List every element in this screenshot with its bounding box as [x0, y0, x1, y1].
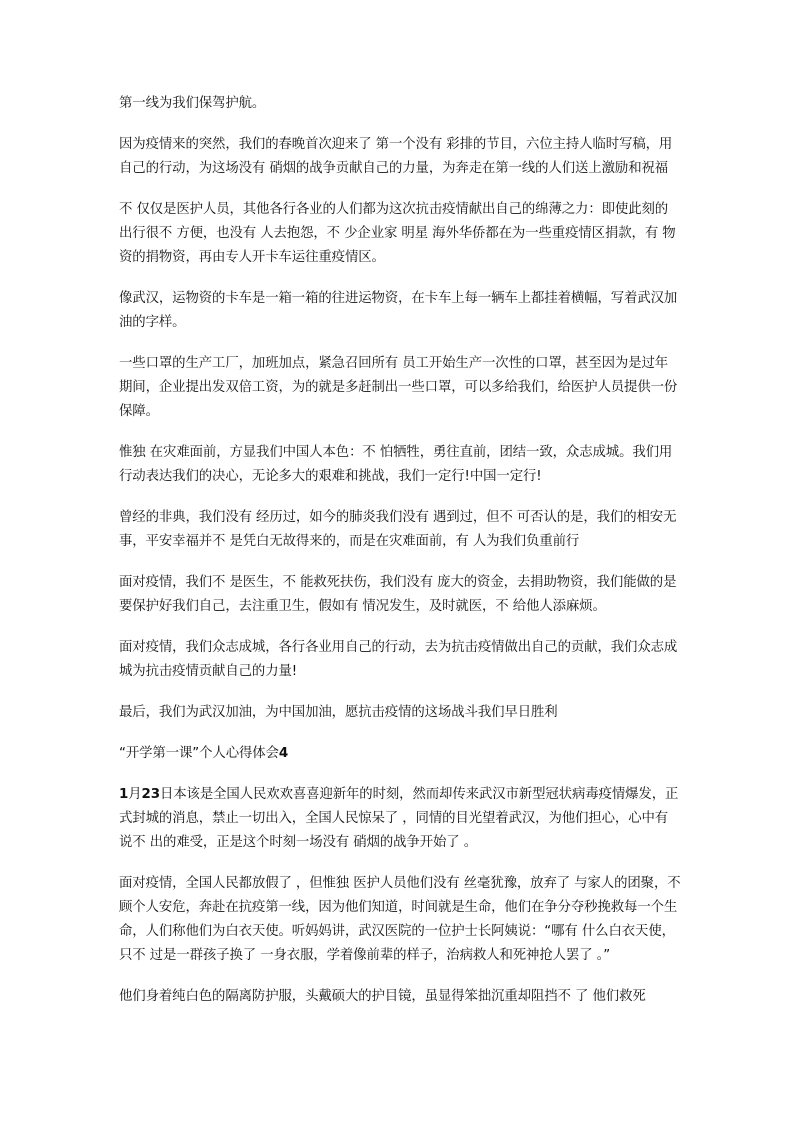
- paragraph: [119, 783, 681, 855]
- heading-text: “开学第一课”个人心得体会: [119, 746, 279, 761]
- paragraph: 惟独 在灾难面前，方显我们中国人本色：不 怕牺牲，勇往直前，团结一致，众志成城。我们用行动表达我们的决心，无论多大的艰难和挑战，我们一定行!中国一定行!: [119, 445, 673, 484]
- paragraph: 因为疫情来的突然，我们的春晚首次迎来了 第一个没有 彩排的节目，六位主持人临时写稿，用自己的行动，为这场没有 硝烟的战争贡献自己的力量，为奔走在第一线的人们送上激励和祝福: [119, 137, 673, 176]
- paragraph: 面对疫情，我们众志成城，各行各业用自己的行动，去为抗击疫情做出自己的贡献，我们众志成城为抗击疫情贡献自己的力量!: [119, 640, 678, 679]
- date-month-label: 月: [128, 787, 142, 802]
- document-page: [119, 92, 685, 1026]
- heading-number: 4: [278, 746, 289, 761]
- paragraph: 像武汉，运物资的卡车是一箱一箱的往进运物资，在卡车上每一辆车上都挂着横幅，写着武汉加油的字样。: [119, 291, 678, 330]
- paragraph: 面对疫情，全国人民都放假了 ，但惟独 医护人员他们没有 丝毫犹豫，放弃了 与家人的团聚，不 顾个人安危，奔赴在抗疫第一线，因为他们知道，时间就是生命，他们在争分夺秒挽救每一个生命，人们称他们为白衣天使。听妈妈讲，武汉医院的一位护士长阿姨说：“哪有 什么白衣天使，只不 过是一群孩子换了 一身衣服，学着像前辈的样子，治病救人和死神抢人罢了 。”: [119, 876, 685, 963]
- section-heading: [119, 742, 681, 766]
- date-day: 23: [141, 787, 160, 802]
- paragraph: 一些口罩的生产工厂，加班加点，紧急召回所有 员工开始生产一次性的口罩，甚至因为是过年期间，企业提出发双倍工资，为的就是多赶制出一些口罩，可以多给我们，给医护人员提供一份保障。: [119, 356, 678, 419]
- paragraph-text: 日本该是全国人民欢欢喜喜迎新年的时刻，然而却传来武汉市新型冠状病毒疫情爆发，正式封城的消息，禁止一切出入，全国人民惊呆了 ，同情的目光望着武汉，为他们担心，心中有 说不 出的难受，正是这个时刻一场没有 硝烟的战争开始了 。: [119, 787, 679, 850]
- paragraph: 他们身着纯白色的隔离防护服，头戴硕大的护目镜，虽显得笨拙沉重却阻挡不 了 他们救死: [119, 989, 646, 1004]
- paragraph: 曾经的非典，我们没有 经历过，如今的肺炎我们没有 遇到过，但不 可否认的是，我们的相安无事，平安幸福并不 是凭白无故得来的，而是在灾难面前，有 人为我们负重前行: [119, 510, 677, 549]
- paragraph: 面对疫情，我们不 是医生，不 能救死扶伤，我们没有 庞大的资金，去捐助物资，我们能做的是要保护好我们自己，去注重卫生，假如有 情况发生，及时就医，不 给他人添麻烦。: [119, 575, 677, 614]
- date-month: 1: [119, 787, 129, 802]
- paragraph: 不 仅仅是医护人员，其他各行各业的人们都为这次抗击疫情献出自己的绵薄之力：即使此刻的出行很不 方便，也没有 人去抱怨，不 少企业家 明星 海外华侨都在为一些重疫情区捐款，有 物资的捐物资，再由专人开卡车运往重疫情区。: [119, 202, 676, 265]
- paragraph: 最后，我们为武汉加油，为中国加油，愿抗击疫情的这场战斗我们早日胜利: [119, 705, 558, 720]
- paragraph: 第一线为我们保驾护航。: [119, 96, 266, 111]
